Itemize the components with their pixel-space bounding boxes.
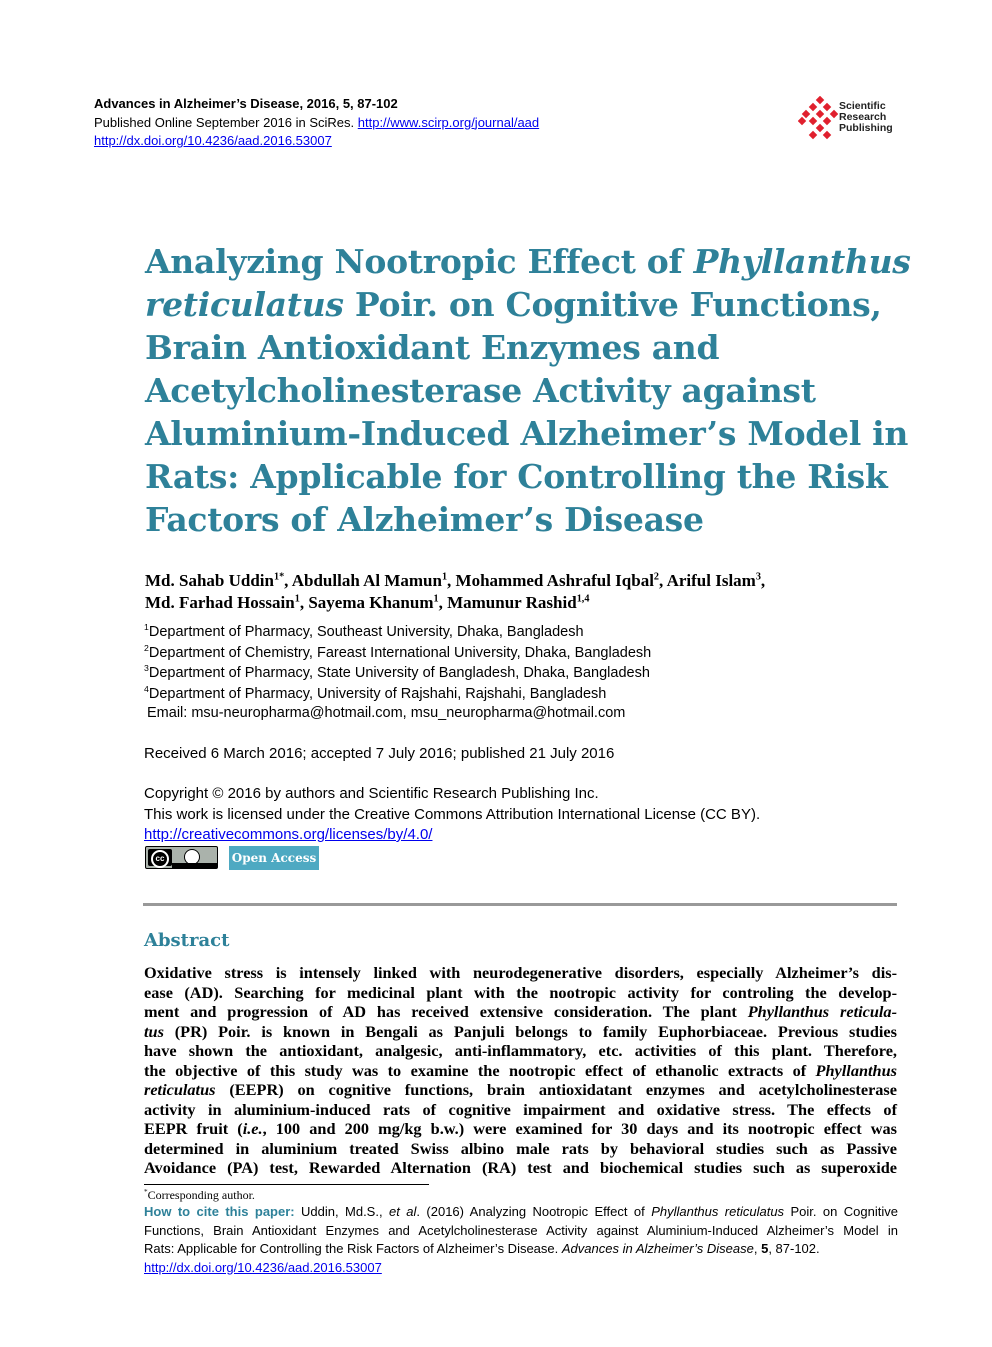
scirp-logo [798,96,898,140]
text-span: Phyllanthus [693,242,911,281]
text-span: Avoidance (PA) test, Rewarded Alternation (RA) test and biochemical studies such as superoxide [144,1158,897,1177]
text-line [144,684,651,705]
text-line [144,643,651,664]
cc-by-badge-icon[interactable] [145,846,218,869]
text-span: 1* [273,571,285,583]
text-span: Oxidative stress is intensely linked with neurodegenerative disorders, especially Alzheimer’s dis- [144,963,897,982]
citation-block [144,1203,898,1277]
text-span: 1 [144,622,149,633]
doi-link[interactable]: http://dx.doi.org/10.4236/aad.2016.53007 [94,133,332,148]
footnote-divider [144,1184,429,1185]
text-span: 1 [433,593,439,605]
text-line [147,705,625,721]
text-span: the objective of this study was to examine the nootropic effect of ethanolic extracts of [144,1060,816,1080]
text-span: Md. Sahab Uddin [145,571,274,590]
text-line [144,1080,897,1100]
text-span: Functions, Brain Antioxidant Enzymes and Acetylcholinesterase Activity against Aluminium-Induced Alzheimer’s Model in [144,1222,898,1238]
text-line [144,963,897,983]
text-line [144,983,897,1003]
journal-link[interactable]: http://www.scirp.org/journal/aad [357,114,540,130]
open-access-badge: Open Access [229,846,319,870]
text-span: , Mamunur Rashid [438,593,577,612]
text-line [144,1100,897,1120]
text-span: et al [389,1204,417,1219]
abstract-heading: Abstract [144,930,230,951]
logo-line: Scientific [839,100,886,112]
text-span: , Sayema Khanum [299,593,434,612]
logo-line: Publishing [839,122,893,134]
text-line [144,1002,897,1022]
scirp-logo-icon [798,96,838,140]
text-span: (EEPR) on cognitive functions, brain antioxidatant enzymes and acetylcholinesterase [215,1080,897,1099]
text-span: Rats: Applicable for Controlling the Risk [145,457,888,496]
text-line [144,1158,897,1178]
doi-link[interactable]: http://dx.doi.org/10.4236/aad.2016.53007 [144,1259,382,1275]
text-span: , [753,1241,762,1256]
text-span: Phyllanthus reticula- [747,1002,897,1021]
text-span: * [144,1188,148,1196]
text-span: Acetylcholinesterase Activity against [145,371,816,410]
cite-label: How to cite this paper: [144,1204,295,1219]
copyright-block [144,784,760,846]
text-span: ease (AD). Searching for medicinal plant with the nootropic activity for controling the develop- [144,982,897,1002]
text-span: reticulatus [144,1080,216,1099]
text-span: , 87-102. [768,1241,820,1256]
text-line [144,1188,255,1203]
published-text: Published Online September 2016 in SciRes. [94,114,358,130]
text-span: , 100 and 200 mg/kg b.w.) were examined for 30 days and its nootropic effect was [262,1119,898,1138]
text-span: have shown the antioxidant, analgesic, anti-inflammatory, etc. activities of this plant. Therefore, [144,1041,897,1060]
text-line [144,1119,897,1139]
text-line [144,1022,897,1042]
text-line [145,369,865,412]
text-span: i.e. [242,1119,263,1138]
text-span: Email: [147,705,192,721]
text-span: Poir. on Cognitive Functions, [343,285,882,324]
text-span: Md. Farhad Hossain [145,593,295,612]
text-line [145,240,911,283]
text-line [144,1061,897,1081]
text-line [144,1139,897,1159]
text-span: Department of Pharmacy, Southeast University, Dhaka, Bangladesh [148,624,584,640]
paper-title [145,240,911,541]
text-span: 3 [144,663,149,674]
journal-header [94,95,539,151]
text-span: Phyllanthus reticulatus [651,1204,785,1219]
text-span: , Abdullah Al Mamun [284,571,442,590]
text-line [144,1222,898,1241]
text-span: , Ariful Islam [659,571,756,590]
email-line [147,705,625,721]
text-span: msu-neuropharma@hotmail.com, [191,705,411,721]
text-line [145,592,765,614]
text-line [145,455,888,498]
license-link[interactable]: http://creativecommons.org/licenses/by/4.0/ [144,826,433,843]
text-span: 1,4 [576,593,590,605]
text-span: activity in aluminium-induced rats of cognitive impairment and oxidative stress. The effects of [144,1099,897,1119]
divider [143,903,897,906]
text-line [144,1259,898,1278]
text-line [144,1203,898,1222]
publication-dates: Received 6 March 2016; accepted 7 July 2016; published 21 July 2016 [144,745,615,762]
text-span: Rats: Applicable for Controlling the Risk Factors of Alzheimer’s Disease. [144,1241,562,1256]
text-span: 4 [144,683,149,694]
text-span: Department of Pharmacy, University of Rajshahi, Rajshahi, Bangladesh [148,685,607,702]
text-span: reticulatus [145,285,344,324]
text-span: ment and progression of AD has received extensive consideration. The plant [144,1002,748,1021]
text-span: Aluminium-Induced Alzheimer’s Model in [145,414,909,453]
text-span: 2 [653,571,660,583]
author-list [145,570,765,614]
text-line [145,412,909,455]
text-span: . (2016) Analyzing Nootropic Effect of [416,1204,652,1219]
text-span: (PR) Poir. is known in Bengali as Panjuli belongs to family Euphorbiaceae. Previous studies [163,1021,897,1041]
text-line [144,1240,898,1259]
text-span: Department of Pharmacy, State University of Bangladesh, Dhaka, Bangladesh [148,665,650,681]
text-span: 3 [755,571,761,583]
text-span: 1 [294,593,300,605]
text-line [144,622,651,643]
text-span: Advances in Alzheimer’s Disease [561,1241,754,1256]
text-span: Poir. on Cognitive [784,1204,898,1219]
text-span: 1 [441,571,448,583]
text-span: msu_neuropharma@hotmail.com [410,705,626,721]
text-span: EEPR fruit ( [144,1119,243,1138]
text-span: Uddin, Md.S., [294,1204,389,1219]
license-line: This work is licensed under the Creative Commons Attribution International License (CC BY). [144,805,761,823]
abstract-body [144,963,897,1178]
cc-icon: cc [151,850,169,868]
text-line [145,326,865,369]
text-span: 2 [144,642,149,653]
text-line [145,498,865,541]
text-span: Corresponding author. [147,1188,255,1202]
text-span: Department of Chemistry, Fareast International University, Dhaka, Bangladesh [148,644,652,661]
journal-citation: Advances in Alzheimer’s Disease, 2016, 5, 87-102 [94,96,398,111]
text-span: Phyllanthus [815,1060,897,1080]
text-line [144,663,651,684]
text-span: Factors of Alzheimer’s Disease [145,500,704,539]
affiliations [144,622,651,704]
text-span: 5 [761,1241,769,1256]
copyright-line: Copyright © 2016 by authors and Scientific Research Publishing Inc. [144,785,599,802]
text-line [145,570,765,592]
text-span: determined in aluminium treated Swiss albino male rats by behavioral studies such as Passive [144,1138,897,1158]
text-line [144,1041,897,1061]
logo-line: Research [839,111,887,123]
text-line [145,283,882,326]
text-span: , Mohammed Ashraful Iqbal [447,571,654,590]
corresponding-note [144,1188,255,1203]
text-span: , [760,571,766,590]
logo-text [839,101,893,134]
text-span: Analyzing Nootropic Effect of [145,242,694,281]
text-span: tus [144,1021,164,1041]
text-span: Brain Antioxidant Enzymes and [145,328,720,367]
published-line [94,114,539,133]
